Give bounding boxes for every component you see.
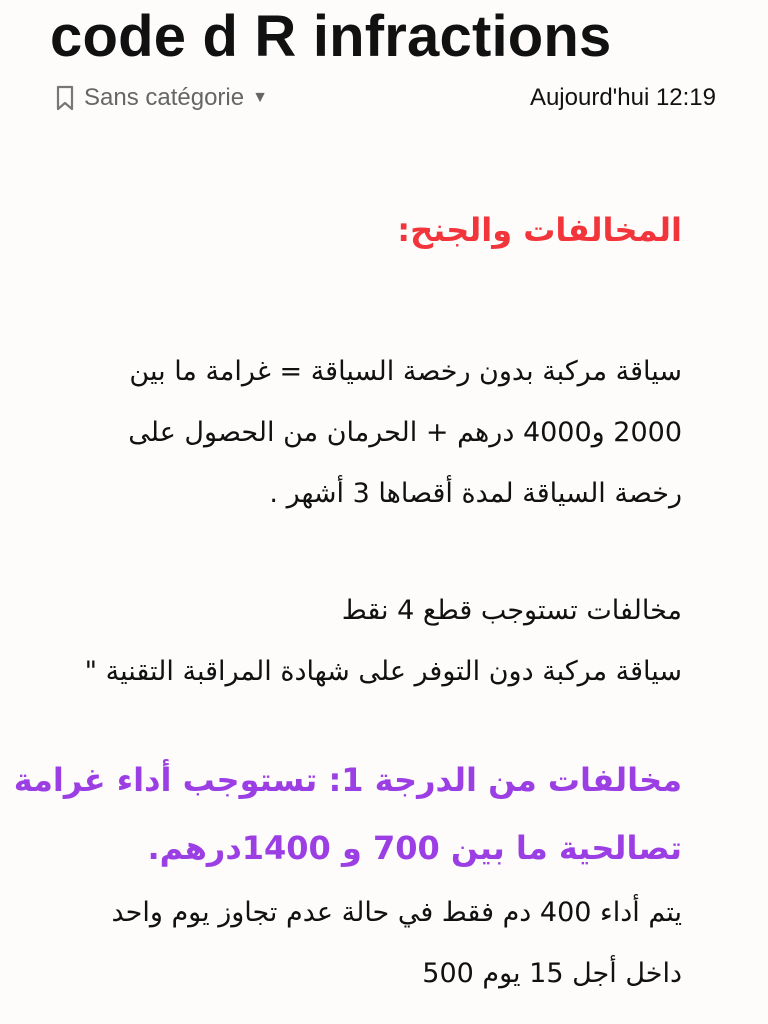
text-line: يتم أداء 400 دم فقط في حالة عدم تجاوز يوم واحد [111, 897, 682, 928]
text-line: سياقة مركبة بدون رخصة السياقة = غرامة ما بين [129, 356, 682, 387]
text-line: مخالفات تستوجب قطع 4 نقط [341, 595, 682, 626]
category-label: Sans catégorie [84, 84, 245, 111]
text-line: سياقة مركبة دون التوفر على شهادة المراقبة التقنية " [84, 656, 682, 687]
section-heading-degree-1: تصالحية ما بين 700 و 1400درهم. [147, 829, 682, 867]
text-line: 2000 و4000 درهم + الحرمان من الحصول على [128, 417, 682, 448]
blank-line [50, 524, 682, 580]
text-line: رخصة السياقة لمدة أقصاها 3 أشهر . [269, 478, 682, 509]
text-line: داخل أجل 15 يوم 500 [422, 958, 682, 989]
caret-down-icon: ▼ [252, 89, 268, 106]
note-body[interactable] [13, 195, 682, 1004]
note-meta-row [52, 80, 716, 116]
section-heading-infractions: المخالفات والجنح: [397, 211, 682, 249]
note-timestamp: Aujourd'hui 12:19 [529, 84, 716, 111]
note-title[interactable]: code d R infractions [50, 4, 612, 69]
section-heading-degree-1: مخالفات من الدرجة 1: تستوجب أداء غرامة [13, 761, 682, 799]
blank-line [50, 702, 682, 746]
bookmark-icon [52, 84, 78, 112]
category-dropdown[interactable] [52, 84, 268, 112]
blank-line [50, 265, 682, 341]
